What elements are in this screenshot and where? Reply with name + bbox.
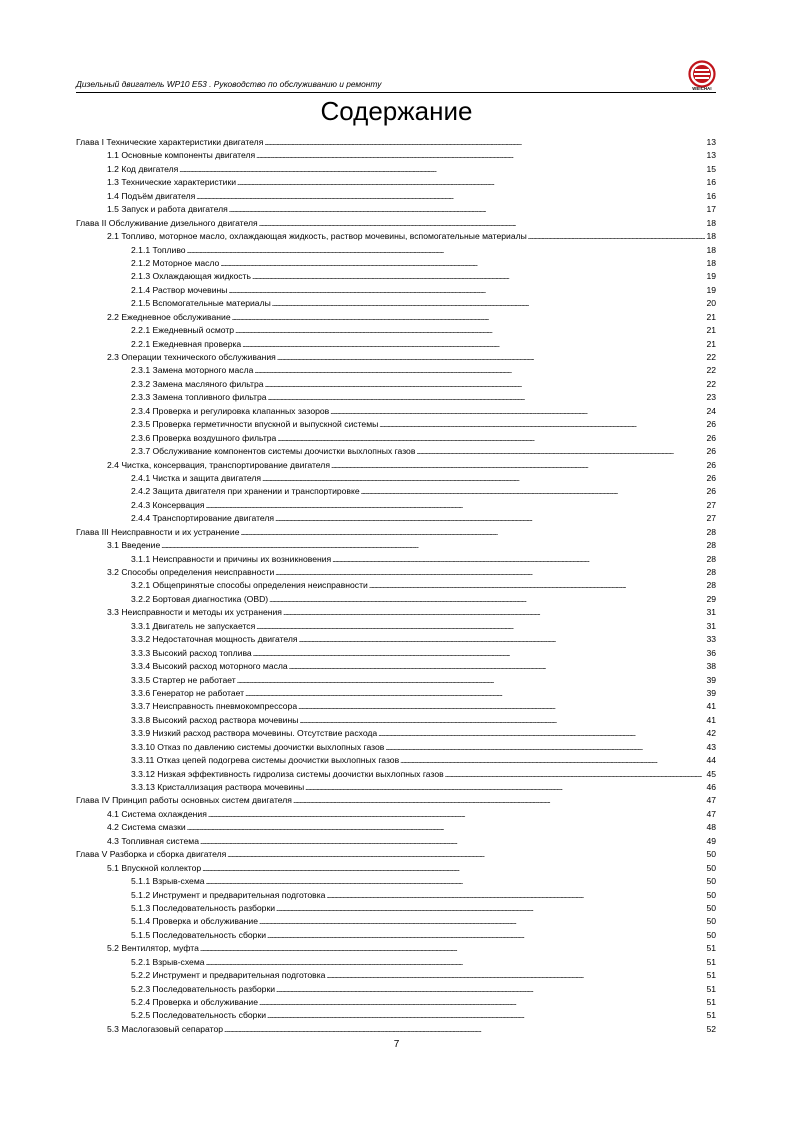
toc-entry-page: 21 bbox=[706, 325, 716, 336]
toc-dot-leader bbox=[326, 969, 705, 983]
toc-entry[interactable] bbox=[76, 741, 716, 754]
toc-entry[interactable] bbox=[76, 674, 716, 687]
toc-entry-page: 22 bbox=[706, 352, 716, 362]
toc-entry-page: 13 bbox=[706, 150, 716, 161]
toc-entry[interactable] bbox=[76, 257, 716, 270]
toc-dot-leader bbox=[235, 324, 705, 338]
toc-entry[interactable] bbox=[76, 808, 716, 821]
toc-entry-page: 50 bbox=[706, 916, 716, 927]
toc-entry[interactable] bbox=[76, 499, 716, 512]
toc-dot-leader bbox=[232, 311, 705, 325]
toc-entry-page: 46 bbox=[706, 782, 716, 792]
toc-entry[interactable] bbox=[76, 754, 716, 767]
toc-dot-leader bbox=[265, 378, 705, 392]
toc-entry[interactable] bbox=[76, 485, 716, 498]
toc-entry-title: 1.4 Подъём двигателя bbox=[107, 190, 196, 201]
toc-entry-title: 2.4.1 Чистка и защита двигателя bbox=[131, 472, 262, 483]
toc-dot-leader bbox=[237, 176, 705, 190]
toc-entry-title: 3.3.13 Кристаллизация раствора мочевины bbox=[131, 782, 305, 792]
toc-entry-title: 1.1 Основные компоненты двигателя bbox=[107, 150, 256, 161]
toc-dot-leader bbox=[259, 915, 705, 929]
toc-entry-title: 2.4.3 Консервация bbox=[131, 499, 205, 510]
running-header bbox=[76, 78, 716, 93]
toc-dot-leader bbox=[228, 284, 705, 298]
toc-entry-page: 28 bbox=[706, 526, 716, 537]
toc-entry-page: 26 bbox=[706, 472, 716, 483]
toc-entry[interactable] bbox=[76, 163, 716, 176]
toc-entry[interactable] bbox=[76, 593, 716, 606]
toc-dot-leader bbox=[299, 714, 705, 728]
toc-entry[interactable] bbox=[76, 338, 716, 351]
toc-entry[interactable] bbox=[76, 862, 716, 875]
toc-dot-leader bbox=[276, 983, 705, 997]
toc-entry-title: 2.3.7 Обслуживание компонентов системы доочистки выхлопных газов bbox=[131, 446, 416, 457]
toc-entry-page: 28 bbox=[706, 567, 716, 577]
toc-entry[interactable] bbox=[76, 579, 716, 592]
toc-entry-title: 3.1.1 Неисправности и причины их возникновения bbox=[131, 553, 332, 564]
toc-entry-title: 1.3 Технические характеристики bbox=[107, 177, 237, 188]
toc-entry[interactable] bbox=[76, 230, 716, 243]
toc-entry-title: 2.4.4 Транспортирование двигателя bbox=[131, 513, 275, 524]
toc-entry-page: 51 bbox=[706, 983, 716, 994]
toc-entry-page: 23 bbox=[706, 392, 716, 403]
toc-entry-title: 3.3.11 Отказ цепей подогрева системы доочистки выхлопных газов bbox=[131, 755, 400, 766]
toc-entry-page: 51 bbox=[706, 970, 716, 981]
toc-entry-page: 50 bbox=[706, 862, 716, 873]
toc-entry-page: 41 bbox=[706, 701, 716, 712]
toc-dot-leader bbox=[268, 391, 705, 405]
table-of-contents bbox=[76, 136, 716, 1036]
toc-entry-page: 50 bbox=[706, 929, 716, 940]
toc-entry[interactable] bbox=[76, 405, 716, 418]
toc-entry-title: 5.2.2 Инструмент и предварительная подготовка bbox=[131, 970, 326, 981]
toc-entry[interactable] bbox=[76, 687, 716, 700]
toc-entry-page: 41 bbox=[706, 714, 716, 725]
toc-entry-page: 50 bbox=[706, 876, 716, 887]
toc-dot-leader bbox=[378, 727, 705, 741]
toc-entry-title: 2.3.4 Проверка и регулировка клапанных зазоров bbox=[131, 405, 330, 416]
toc-entry-title: 2.2.1 Ежедневная проверка bbox=[131, 338, 242, 349]
toc-entry[interactable] bbox=[76, 768, 716, 781]
weichai-logo-icon bbox=[688, 60, 716, 88]
toc-entry[interactable] bbox=[76, 566, 716, 579]
toc-dot-leader bbox=[161, 539, 705, 553]
toc-entry[interactable] bbox=[76, 821, 716, 834]
toc-dot-leader bbox=[269, 593, 705, 607]
toc-entry-title: 5.1.4 Проверка и обслуживание bbox=[131, 916, 259, 927]
toc-dot-leader bbox=[293, 794, 705, 808]
toc-entry[interactable] bbox=[76, 472, 716, 485]
toc-dot-leader bbox=[326, 889, 705, 903]
toc-entry-page: 13 bbox=[706, 137, 716, 147]
toc-entry-title: Глава III Неисправности и их устранение bbox=[76, 526, 240, 537]
toc-entry-title: 3.3.5 Стартер не работает bbox=[131, 674, 236, 685]
toc-entry-title: 3.3.10 Отказ по давлению системы доочистки выхлопных газов bbox=[131, 741, 385, 752]
toc-entry-title: 2.1.1 Топливо bbox=[131, 244, 186, 255]
toc-entry[interactable] bbox=[76, 311, 716, 324]
toc-entry[interactable] bbox=[76, 190, 716, 203]
toc-dot-leader bbox=[229, 203, 705, 217]
toc-dot-leader bbox=[200, 835, 705, 849]
toc-entry-title: 3.3.4 Высокий расход моторного масла bbox=[131, 661, 288, 672]
toc-entry-title: 2.1 Топливо, моторное масло, охлаждающая жидкость, раствор мочевины, вспомогательные материалы bbox=[107, 231, 527, 242]
toc-entry-page: 44 bbox=[706, 755, 716, 766]
toc-entry-title: 3.3.7 Неисправность пневмокомпрессора bbox=[131, 701, 298, 712]
toc-dot-leader bbox=[272, 297, 705, 311]
toc-entry[interactable] bbox=[76, 203, 716, 216]
toc-entry-title: 3.3.2 Недостаточная мощность двигателя bbox=[131, 634, 298, 645]
toc-entry[interactable] bbox=[76, 660, 716, 673]
toc-entry-title: 4.2 Система смазки bbox=[107, 822, 186, 833]
toc-entry-page: 29 bbox=[706, 593, 716, 604]
toc-dot-leader bbox=[299, 633, 705, 647]
toc-entry-page: 18 bbox=[706, 231, 716, 242]
toc-entry-title: 4.1 Система охлаждения bbox=[107, 808, 207, 819]
toc-dot-leader bbox=[445, 768, 705, 782]
toc-entry-page: 24 bbox=[706, 405, 716, 416]
toc-dot-leader bbox=[256, 620, 705, 634]
toc-dot-leader bbox=[202, 862, 705, 876]
toc-dot-leader bbox=[379, 418, 705, 432]
toc-dot-leader bbox=[196, 190, 705, 204]
toc-entry-page: 17 bbox=[706, 204, 716, 215]
toc-entry-page: 42 bbox=[706, 728, 716, 739]
toc-entry-page: 28 bbox=[706, 540, 716, 551]
toc-dot-leader bbox=[200, 942, 705, 956]
toc-entry[interactable] bbox=[76, 942, 716, 955]
toc-entry[interactable] bbox=[76, 418, 716, 431]
toc-entry[interactable] bbox=[76, 176, 716, 189]
toc-entry-title: 3.3.1 Двигатель не запускается bbox=[131, 620, 256, 631]
toc-entry[interactable] bbox=[76, 647, 716, 660]
toc-entry[interactable] bbox=[76, 378, 716, 391]
toc-entry-page: 15 bbox=[706, 163, 716, 174]
toc-entry-page: 43 bbox=[706, 741, 716, 752]
toc-entry[interactable] bbox=[76, 983, 716, 996]
toc-entry-title: 2.3 Операции технического обслуживания bbox=[107, 352, 276, 362]
toc-entry-page: 52 bbox=[706, 1023, 716, 1034]
toc-dot-leader bbox=[267, 1009, 705, 1023]
toc-entry-page: 48 bbox=[706, 822, 716, 833]
toc-entry[interactable] bbox=[76, 136, 716, 149]
toc-entry[interactable] bbox=[76, 889, 716, 902]
toc-entry[interactable] bbox=[76, 848, 716, 861]
toc-entry-title: 3.2.1 Общепринятые способы определения неисправности bbox=[131, 580, 368, 591]
toc-entry-title: 5.1.3 Последовательность разборки bbox=[131, 902, 276, 913]
toc-entry-page: 39 bbox=[706, 674, 716, 685]
toc-dot-leader bbox=[416, 445, 705, 459]
toc-entry[interactable] bbox=[76, 1009, 716, 1022]
toc-dot-leader bbox=[276, 902, 705, 916]
toc-entry[interactable] bbox=[76, 459, 716, 472]
toc-entry-page: 36 bbox=[706, 647, 716, 658]
toc-entry-title: 2.2 Ежедневное обслуживание bbox=[107, 311, 231, 322]
toc-entry-page: 51 bbox=[706, 997, 716, 1007]
toc-entry[interactable] bbox=[76, 929, 716, 942]
toc-entry-title: 4.3 Топливная система bbox=[107, 835, 199, 846]
toc-entry-page: 27 bbox=[706, 513, 716, 524]
toc-dot-leader bbox=[330, 405, 705, 419]
toc-entry-title: Глава II Обслуживание дизельного двигателя bbox=[76, 217, 258, 228]
toc-entry-page: 18 bbox=[706, 217, 716, 228]
toc-entry[interactable] bbox=[76, 620, 716, 633]
toc-entry-page: 28 bbox=[706, 580, 716, 591]
toc-dot-leader bbox=[528, 230, 705, 244]
toc-dot-leader bbox=[259, 217, 705, 231]
toc-entry-page: 21 bbox=[706, 311, 716, 322]
toc-entry-title: 2.3.5 Проверка герметичности впускной и выпускной системы bbox=[131, 419, 379, 430]
toc-entry-page: 26 bbox=[706, 459, 716, 470]
toc-entry[interactable] bbox=[76, 297, 716, 310]
toc-entry-title: 2.1.2 Моторное масло bbox=[131, 257, 220, 268]
toc-entry[interactable] bbox=[76, 727, 716, 740]
toc-entry-page: 16 bbox=[706, 190, 716, 201]
toc-entry[interactable] bbox=[76, 244, 716, 257]
toc-entry-title: Глава IV Принцип работы основных систем двигателя bbox=[76, 795, 292, 806]
toc-entry-title: 3.3.3 Высокий расход топлива bbox=[131, 647, 252, 658]
toc-dot-leader bbox=[361, 485, 705, 499]
toc-entry-page: 22 bbox=[706, 365, 716, 376]
toc-entry[interactable] bbox=[76, 996, 716, 1009]
toc-dot-leader bbox=[277, 351, 705, 365]
toc-dot-leader bbox=[220, 257, 705, 271]
toc-entry-page: 19 bbox=[706, 271, 716, 282]
toc-dot-leader bbox=[283, 606, 705, 620]
toc-dot-leader bbox=[385, 741, 705, 755]
toc-entry-title: 3.3.12 Низкая эффективность гидролиза системы доочистки выхлопных газов bbox=[131, 768, 444, 779]
toc-entry-title: 2.4 Чистка, консервация, транспортирование двигателя bbox=[107, 459, 330, 470]
toc-entry[interactable] bbox=[76, 539, 716, 552]
toc-dot-leader bbox=[267, 929, 705, 943]
toc-entry-page: 19 bbox=[706, 284, 716, 295]
toc-dot-leader bbox=[179, 163, 705, 177]
toc-entry-page: 16 bbox=[706, 177, 716, 188]
toc-entry-page: 20 bbox=[706, 298, 716, 309]
toc-entry[interactable] bbox=[76, 324, 716, 337]
toc-dot-leader bbox=[275, 512, 705, 526]
toc-entry-page: 21 bbox=[706, 338, 716, 349]
toc-entry-title: 3.3.9 Низкий расход раствора мочевины. Отсутствие расхода bbox=[131, 728, 378, 739]
toc-dot-leader bbox=[227, 848, 705, 862]
toc-entry[interactable] bbox=[76, 526, 716, 539]
toc-entry-title: 5.3 Маслогазовый сепаратор bbox=[107, 1023, 224, 1034]
toc-entry[interactable] bbox=[76, 902, 716, 915]
toc-entry-page: 33 bbox=[706, 634, 716, 645]
header-title: Дизельный двигатель WP10 E53 . Руководство по обслуживанию и ремонту bbox=[76, 79, 382, 89]
toc-entry-title: 2.1.4 Раствор мочевины bbox=[131, 284, 228, 295]
toc-entry-title: 2.3.2 Замена масляного фильтра bbox=[131, 378, 264, 389]
toc-dot-leader bbox=[305, 781, 705, 795]
toc-dot-leader bbox=[240, 526, 705, 540]
toc-dot-leader bbox=[369, 579, 705, 593]
toc-entry-title: 3.1 Введение bbox=[107, 540, 161, 551]
toc-dot-leader bbox=[331, 459, 705, 473]
toc-entry[interactable] bbox=[76, 606, 716, 619]
toc-entry[interactable] bbox=[76, 149, 716, 162]
toc-entry-title: 3.2 Способы определения неисправности bbox=[107, 567, 275, 577]
toc-dot-leader bbox=[256, 149, 705, 163]
toc-entry-title: 3.2.2 Бортовая диагностика (OBD) bbox=[131, 593, 269, 604]
toc-entry-title: 2.1.5 Вспомогательные материалы bbox=[131, 298, 271, 309]
toc-entry[interactable] bbox=[76, 956, 716, 969]
toc-entry-page: 22 bbox=[706, 378, 716, 389]
toc-dot-leader bbox=[400, 754, 705, 768]
toc-entry[interactable] bbox=[76, 217, 716, 230]
toc-dot-leader bbox=[208, 808, 705, 822]
toc-dot-leader bbox=[289, 660, 705, 674]
toc-entry-title: 2.3.1 Замена моторного масла bbox=[131, 365, 254, 376]
toc-dot-leader bbox=[206, 875, 705, 889]
toc-entry-title: 5.1.2 Инструмент и предварительная подготовка bbox=[131, 889, 326, 900]
toc-dot-leader bbox=[259, 996, 705, 1010]
toc-entry-page: 51 bbox=[706, 956, 716, 967]
toc-entry-title: 5.2.3 Последовательность разборки bbox=[131, 983, 276, 994]
toc-dot-leader bbox=[254, 364, 705, 378]
toc-dot-leader bbox=[242, 338, 705, 352]
toc-entry-page: 18 bbox=[706, 257, 716, 268]
toc-entry-page: 38 bbox=[706, 661, 716, 672]
toc-entry-title: 5.1 Впускной коллектор bbox=[107, 862, 202, 873]
toc-entry-page: 26 bbox=[706, 432, 716, 443]
toc-entry-page: 49 bbox=[706, 835, 716, 846]
toc-dot-leader bbox=[187, 244, 705, 258]
toc-entry-title: 5.2.5 Последовательность сборки bbox=[131, 1010, 266, 1021]
toc-entry[interactable] bbox=[76, 969, 716, 982]
toc-entry-title: 3.3 Неисправности и методы их устранения bbox=[107, 607, 282, 618]
toc-entry[interactable] bbox=[76, 445, 716, 458]
toc-entry-title: 2.3.3 Замена топливного фильтра bbox=[131, 392, 267, 403]
toc-entry[interactable] bbox=[76, 391, 716, 404]
toc-entry-title: Глава I Технические характеристики двигателя bbox=[76, 137, 264, 147]
toc-dot-leader bbox=[332, 553, 705, 567]
toc-entry-title: 2.3.6 Проверка воздушного фильтра bbox=[131, 432, 277, 443]
toc-entry[interactable] bbox=[76, 1023, 716, 1036]
toc-dot-leader bbox=[187, 821, 705, 835]
toc-entry-title: 5.2 Вентилятор, муфта bbox=[107, 943, 199, 954]
toc-dot-leader bbox=[275, 566, 705, 580]
toc-dot-leader bbox=[298, 700, 705, 714]
toc-entry-title: 1.5 Запуск и работа двигателя bbox=[107, 204, 228, 215]
toc-dot-leader bbox=[224, 1023, 705, 1037]
toc-entry-title: 2.2.1 Ежедневный осмотр bbox=[131, 325, 235, 336]
toc-dot-leader bbox=[252, 270, 705, 284]
toc-entry-page: 18 bbox=[706, 244, 716, 255]
toc-entry-page: 47 bbox=[706, 795, 716, 806]
toc-entry-page: 26 bbox=[706, 446, 716, 457]
toc-entry-title: Глава V Разборка и сборка двигателя bbox=[76, 849, 227, 860]
toc-entry-title: 2.1.3 Охлаждающая жидкость bbox=[131, 271, 251, 282]
logo-wordmark: WEICHAI bbox=[692, 86, 712, 91]
toc-entry-page: 50 bbox=[706, 889, 716, 900]
toc-entry-page: 47 bbox=[706, 808, 716, 819]
toc-entry-title: 5.2.4 Проверка и обслуживание bbox=[131, 997, 259, 1007]
toc-dot-leader bbox=[206, 956, 705, 970]
toc-entry[interactable] bbox=[76, 633, 716, 646]
toc-entry[interactable] bbox=[76, 794, 716, 807]
toc-entry-page: 27 bbox=[706, 499, 716, 510]
toc-entry[interactable] bbox=[76, 915, 716, 928]
toc-entry-page: 26 bbox=[706, 419, 716, 430]
toc-entry-title: 3.3.8 Высокий расход раствора мочевины bbox=[131, 714, 299, 725]
toc-entry[interactable] bbox=[76, 781, 716, 794]
toc-entry-page: 39 bbox=[706, 687, 716, 698]
toc-entry[interactable] bbox=[76, 364, 716, 377]
toc-dot-leader bbox=[277, 432, 705, 446]
toc-entry-title: 1.2 Код двигателя bbox=[107, 163, 179, 174]
page-title: Содержание bbox=[320, 96, 473, 126]
toc-entry[interactable] bbox=[76, 714, 716, 727]
toc-entry[interactable] bbox=[76, 284, 716, 297]
toc-entry-page: 31 bbox=[706, 607, 716, 618]
toc-entry-title: 5.1.5 Последовательность сборки bbox=[131, 929, 266, 940]
toc-dot-leader bbox=[237, 674, 705, 688]
toc-entry[interactable] bbox=[76, 700, 716, 713]
toc-entry[interactable] bbox=[76, 553, 716, 566]
toc-entry[interactable] bbox=[76, 875, 716, 888]
toc-entry-page: 51 bbox=[706, 943, 716, 954]
toc-entry[interactable] bbox=[76, 835, 716, 848]
toc-entry-page: 45 bbox=[706, 768, 716, 779]
toc-entry-page: 50 bbox=[706, 849, 716, 860]
toc-entry[interactable] bbox=[76, 432, 716, 445]
toc-entry[interactable] bbox=[76, 351, 716, 364]
page-number: 7 bbox=[393, 1039, 400, 1050]
toc-entry-title: 3.3.6 Генератор не работает bbox=[131, 687, 245, 698]
toc-entry[interactable] bbox=[76, 270, 716, 283]
toc-dot-leader bbox=[206, 499, 705, 513]
toc-entry-page: 51 bbox=[706, 1010, 716, 1021]
toc-entry-title: 5.2.1 Взрыв-схема bbox=[131, 956, 205, 967]
toc-dot-leader bbox=[253, 647, 705, 661]
toc-entry-page: 26 bbox=[706, 486, 716, 497]
toc-entry-page: 28 bbox=[706, 553, 716, 564]
toc-entry-page: 50 bbox=[706, 902, 716, 913]
toc-dot-leader bbox=[245, 687, 705, 701]
toc-dot-leader bbox=[264, 136, 705, 150]
toc-entry-title: 2.4.2 Защита двигателя при хранении и транспортировке bbox=[131, 486, 360, 497]
toc-dot-leader bbox=[262, 472, 705, 486]
toc-entry-page: 31 bbox=[706, 620, 716, 631]
toc-entry-title: 5.1.1 Взрыв-схема bbox=[131, 876, 205, 887]
toc-entry[interactable] bbox=[76, 512, 716, 525]
